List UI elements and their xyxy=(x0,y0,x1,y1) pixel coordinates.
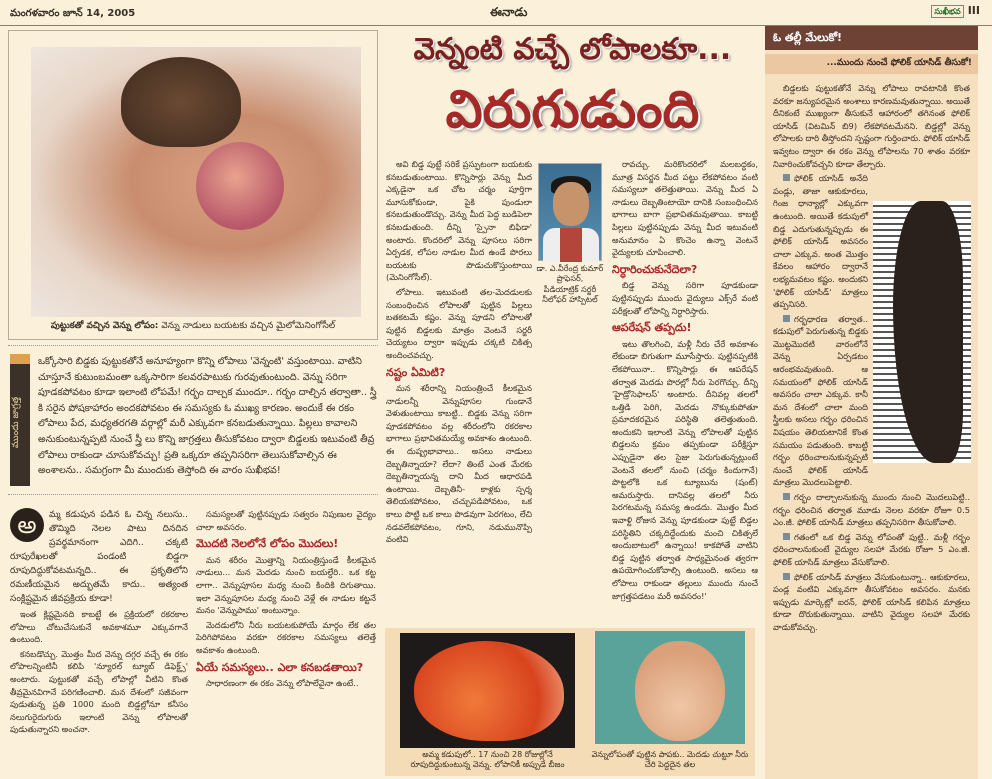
paragraph: మెదడులోని నీరు బయటకుపోయే మార్గం లేక తల పెరిగిపోవటం వరకూ రకరకాల సమస్యలు తలెత్తే అవకాశం ఉంటుంది. xyxy=(196,619,376,655)
paragraph: గతంలో ఒక బిడ్డ వెన్ను లోపంతో పుట్టి.. మళ్లీ గర్భం ధరించాలనుకుంటే వైద్యుల సలహా మేరకు రోజూ 5 ఎం.జీ. ఫోలిక్ యాసిడ్ మాత్రలు వేసుకోవాలి. xyxy=(773,531,970,567)
page-number: III xyxy=(967,4,980,17)
paragraph: సాధారణంగా ఈ రకం వెన్ను లోపాలేవైనా ఉంటే.. xyxy=(206,678,359,689)
sidebar-title: ఓ తల్లీ మేలుకో! xyxy=(765,26,978,50)
intro-label: ముందు జాగ్రత్త xyxy=(10,354,30,486)
article-column-4 xyxy=(612,158,758,623)
paragraph: ఫోలిక్ యాసిడ్ అనేది పండ్లు, తాజా ఆకుకూరలు, గింజ ధాన్యాల్లో ఎక్కువగా ఉంటుంది. అయితే కడుపులో బిడ్డ ఎదుగుతున్నప్పుడు ఈ ఫోలిక్ యాసిడ్ అవసరం చాలా ఎక్కువ. అంత మొత్తం కేవలం ఆహారం ద్వారానే లభ్యమవటం కష్టం. అందుకని 'ఫోలిక్ యాసిడ్' మాత్రలు తప్పనిసరి. xyxy=(773,173,868,310)
page-header xyxy=(0,0,992,26)
article-column-3 xyxy=(386,158,532,623)
spinal-cyst xyxy=(196,142,284,230)
doctor-dept: పీడియాట్రిక్ సర్జరీ xyxy=(543,284,597,294)
bullet-icon xyxy=(783,174,790,181)
bullet-icon xyxy=(783,533,790,540)
paragraph: రావచ్చు. మరికొందరిలో మలబద్ధకం, మూత్ర విసర్జన మీద పట్టు లేకపోవటం వంటి సమస్యలూ తలెత్తుతాయి. వెన్ను మీద ఏ నాడులు దెబ్బతింటాయో దానికి సంబంధించిన భాగాలు బాగా ప్రభావితమవుతాయి. కాబట్టి పిల్లలు పుట్టినప్పుడు వెన్ను మీద ఇటువంటి అనుమానం ఏ కొంచెం ఉన్నా వెంటనే వైద్యులకు చూపించాలి. xyxy=(612,159,758,258)
headline-line1: వెన్నంటి వచ్చే లోపాలకూ... xyxy=(413,32,732,67)
bullet-icon xyxy=(783,493,790,500)
bullet-icon xyxy=(783,315,790,322)
paragraph: ఇంత క్లిష్టమైనది కాబట్టే ఈ ప్రక్రియలో రకరకాల లోపాలు చోటుచేసుకునే అవకాశమూ ఎక్కువగానే ఉంటుంది. xyxy=(10,609,188,645)
baby-caption: వెన్నులోపంతో పుట్టిన పాపకు.. మెదడు చుట్టూ నీరు చేరి పెద్దదైన తల xyxy=(591,750,749,770)
paragraph: లోపాలు. ఇటువంటి తల-మెదడులకు సంబంధించిన లోపాలతో పుట్టిన పిల్లలు బతకటమే కష్టం. వెన్ను పూడని లోపాలతో పుట్టిన బిడ్డలకు మాత్రం వెంటనే సర్జరీ చెయ్యటం ద్వారా ఇప్పుడు చక్కటి చికిత్స అందించవచ్చు. xyxy=(386,286,532,360)
paragraph: ఇటు తొలగించి, మళ్లీ నీరు చేరే అవకాశం లేకుండా బిగుతుగా మూసేస్తారు. పుట్టినప్పటికి లేకపోయినా.. కొన్నిసార్లు ఈ ఆపరేషన్ తర్వాత మెదడు పొరల్లో నీరు పెరగొచ్చు. దీన్ని 'హైడ్రోసెఫాలస్' అంటారు. దీనివల్ల తలలో ఒత్తిడి పెరిగి, మెదడు నొక్కుకుపోతూ ప్రమాదకరమైన పరిస్థితి తలెత్తుతుంది. అందుకని ఇలాంటి వెన్ను లోపాలతో పుట్టిన బిడ్డలను క్రమం తప్పకుండా పరీక్షిస్తూ ఎప్పుడైనా తల సైజు పెరుగుతున్నట్లుంటే వెంటనే తలలో నుంచి (చర్మం కిందుగానే) పొట్టలోకి ఒక ట్యూబును (షంట్) అమరుస్తారు. దానివల్ల తలలో నీరు పెరగటమన్న సమస్య ఉండదు. మొత్తం మీద ఇవాళ్టి రోజున వెన్ను పూడకుండా పుట్టే బిడ్డల పరిస్థితిని చక్కదిద్దేందుకు మంచి చికిత్సలే అందుబాటులో ఉన్నాయి! కాకపోతే వాటిని బిడ్డ పుట్టిన తర్వాత సాధ్యమైనంత త్వరగా ఉపయోగించుకోవాల్సి ఉంటుంది. అసలు ఆ లోపాలు రాకుండా తల్లులు ముందు నుంచే జాగ్రత్తపడటం మరీ అవసరం!' xyxy=(612,338,758,601)
intro-text: ఒక్కోసారి బిడ్డకు పుట్టుకతోనే అనూహ్యంగా కొన్ని లోపాలు 'వెన్నంటి' వస్తుంటాయి. వాటిని చూస్తూనే కుటుంబమంతా ఒక్కసారిగా కలవరపాటుకు గురవుతుంటుంది. వెన్ను సరిగా పూడకపోవటం కూడా ఇలాంటి లోపమే! గర్భం దాల్చక ముందూ.. గర్భం దాల్చిన తర్వాతా.. స్త్రీ కి సరైన పోషకాహారం అందకపోవటం ఈ సమస్యకు ఓ ముఖ్య కారణం. అందుకే ఈ రకం లోపాలు పేద, మధ్యతరగతి వర్గాల్లో మరీ ఎక్కువగా కనబడుతున్నాయి. పిల్లలు కావాలని అనుకుంటున్నప్పటి నుంచే స్త్రీ లు కొన్ని జాగ్రత్తలు తీసుకోవటం ద్వారా బిడ్డలకు ఇటువంటి తీవ్ర లోపాలు రాకుండా చూసుకోవచ్చు! ప్రతి ఒక్కరూ తప్పనిసరిగా తెలుసుకోవాల్సిన ఈ అంశాలను.. సమగ్రంగా మీ ముందుకు తెస్తోంది ఈ వారం సుఖీభవ! xyxy=(38,356,377,477)
article-column-2 xyxy=(196,508,376,778)
paragraph: అవి బిడ్డ పుట్టే సరికే ప్రస్ఫుటంగా బయటకు కనబడుతుంటాయి. కొన్నిసార్లు వెన్ను మీద ఎక్కడైనా ఒక చోట చర్మం పూర్తిగా మూసుకోకుండా, పైకి పుండులా కనబడుతుండొచ్చు. వెన్ను మీద పెద్ద బుడిపెలా కనబడుతుంది. దీన్ని 'స్పైనా బిఫిడా' అంటారు. కొందరిలో వెన్ను పూసలు సరిగా ఏర్పడక, లోపల నాడుల మీద ఉండే పొరలు బయటకు పొడుచుకొస్తుంటాయి (మెనింగోసీల్). xyxy=(386,159,532,283)
subheading: ఏయే సమస్యలు.. ఎలా కనబడతాయి? xyxy=(196,660,364,674)
paragraph: ఫోలిక్ యాసిడ్ మాత్రలు వేసుకుంటున్నా.. ఆకుకూరలు, పండ్ల వంటివి ఎక్కువగా తీసుకోవటం అవసరం. మనకు ఇప్పుడు మార్కెట్లో ఐరన్, ఫోలిక్ యాసిడ్ కలిపిన మాత్రలు కూడా దొరుకుతున్నాయి. వాటిని వైద్యుల సలహా మేరకు వాడుకోవచ్చు. xyxy=(773,571,970,632)
subheading: నష్టం ఏమిటి? xyxy=(386,365,446,379)
doctor-title: ప్రొఫెసర్, xyxy=(556,274,584,284)
hydrocephalus-baby-photo xyxy=(595,631,745,744)
paragraph: మన శరీరాన్ని నియంత్రించే కీలకమైన నాడులన్నీ వెన్నుపూసల గుండానే వెళుతుంటాయి కాబట్టి.. బిడ్డకు వెన్ను సరిగా పూడకపోవటం వల్ల శరీరంలోని రకరకాల భాగాలు ప్రభావితమయ్యే అవకాశం ఉంటుంది. ఈ దుష్ప్రభావాలు.. అసలు నాడులు దెబ్బతిన్నాయా? లేదా? తింటే ఎంత మేరకు దెబ్బతిన్నాయన్న దాని మీద ఆధారపడి ఉంటాయి. దెబ్బతినీ- కాళ్లకు స్పర్శ తెలియకపోవటం, చచ్చుపడిపోవటం, ఒక కాలు పొట్టి ఒక కాలు పొడవుగా పెరగటం, లేచి నడవలేకపోవటం, గూని, నడుమునొప్పి వంటివి xyxy=(386,383,532,545)
paragraph: మన శరీరం మొత్తాన్ని నియంత్రిస్తుండే కీలకమైన నాడులు... మన మెదడు నుంచి బయల్దేరి.. ఒక కట్ట లాగా.. వెన్నుపూసల మధ్య నుంచి కిందికి దిగుతాయి. ఇలా వెన్నుపూసల మధ్య నుంచి వెళ్లే ఈ నాడుల కట్టనే మనం 'వెన్నుపాము' అంటున్నాం. xyxy=(196,554,376,616)
subheading: మొదటి నెలలోనే లోపం మొదలు! xyxy=(196,537,339,551)
section-label xyxy=(931,4,980,18)
sidebar-subtitle: ...ముందు నుంచే ఫోలిక్ యాసిడ్ తీసుకో! xyxy=(765,54,978,74)
caption-text: వెన్ను నాడులు బయటకు వచ్చిన మైలోమెనింగోసీల్ xyxy=(161,321,336,331)
baby-hair xyxy=(121,57,241,147)
subheading: నిర్ధారించుకునేదెలా? xyxy=(612,262,698,276)
paragraph: కనబడొచ్చు. మొత్తం మీద వెన్ను దగ్గర వచ్చే ఈ రకం లోపాలన్నింటినీ కలిపి 'న్యూరల్ ట్యూబ్ డిఫెక్ట్స్' అంటారు. పుట్టుకతో వచ్చే లోపాల్లో వీటిని కొంత తీవ్రమైనవిగానే పరిగణించాలి. మన దేశంలో సజీవంగా పుడుతున్న ప్రతి 1000 మంది బిడ్డల్లోనూ కనీసం నలుగురైదుగురు ఇలాంటి వెన్ను లోపాలతో పుడుతున్నారని అంచనా. xyxy=(10,648,188,735)
doctor-caption xyxy=(534,264,606,306)
paragraph: బిడ్డలకు పుట్టుకతోనే వెన్ను లోపాలు రావటానికి కొంత వరకూ జన్యుపరమైన అంశాలు కారణమవుతున్నాయి. అయితే దీనికంటే ముఖ్యంగా తీసుకునే ఆహారంలో తగినంత ఫోలిక్ యాసిడ్ (విటమిన్ బి9) లేకపోవటమేనని. బిడ్డల్లో వెన్ను లోపాలకు దారి తీస్తోందని స్పష్టంగా గుర్తించారు. ఫోలిక్ యాసిడ్ ఇవ్వటం ద్వారా ఈ రకం వెన్ను లోపాలను 70 శాతం వరకూ నివారించుకోవచ్చని కూడా తేల్చారు. xyxy=(773,83,970,169)
photo-row xyxy=(385,628,755,776)
intro-box xyxy=(8,345,378,495)
doctor-name: డా. ఎ.వీరేంద్ర కుమార్ xyxy=(536,264,604,273)
drop-cap: అ xyxy=(10,508,44,542)
caption-bold: పుట్టుకతో వచ్చిన వెన్ను లోపం: xyxy=(50,321,159,331)
paragraph: మ్మ కడుపున పడిన ఓ చిన్న నలుసు.. తొమ్మిది నెలల పాటు దినదిన ప్రవర్థమానంగా ఎదిగి.. చక్కటి రూపురేఖలతో పండంటి బిడ్డగా రూపుదిద్దుకోవటమన్నది.. ఈ ప్రకృతిలోని రమణీయమైన అద్భుతమే కాదు.. అత్యంత సంక్లిష్టమైన జీవప్రక్రియ కూడా! xyxy=(10,510,188,604)
fetus-caption: అమ్మ కడుపులో.. 17 నుంచి 28 రోజుల్లోనే రూపుదిద్దుకుంటున్న వెన్ను. లోపానికీ అప్పుడే బీజం xyxy=(410,750,565,770)
headline-line2: విరుగుడుంది xyxy=(445,80,700,140)
doctor-photo xyxy=(538,163,602,261)
lead-photo-box xyxy=(8,30,378,340)
doctor-hospital: నీలోఫర్ హాస్పిటల్ xyxy=(542,295,598,305)
paragraph: సమస్యలతో పుట్టినప్పుడు సత్వరం నిపుణుల వైద్యం చాలా అవసరం. xyxy=(196,509,376,532)
article-column-1 xyxy=(10,508,188,778)
sidebar-folic-acid xyxy=(765,26,978,779)
newspaper-name: ఈనాడు xyxy=(490,5,528,19)
paragraph: బిడ్డ వెన్ను సరిగా పూడకుండా పుట్టినప్పుడు ముందు వైద్యులు ఎక్స్‌రే వంటి పరీక్షలతో లోపాన్ని నిర్ధారిస్తారు. xyxy=(612,280,758,316)
pregnant-woman-silhouette xyxy=(873,201,971,463)
issue-date: మంగళవారం జూన్ 14, 2005 xyxy=(10,8,136,19)
paragraph: గర్భధారణ తర్వాత.. కడుపులో పెరుగుతున్న బిడ్డకు మొట్టమొదటి వారంలోనే వెన్ను ఏర్పడటం ఆరంభమవుతుంది. ఆ సమయంలో ఫోలిక్ యాసిడ్ అవసరం చాలా ఎక్కువ. కానీ మన దేశంలో చాలా మంది స్త్రీలకు అసలు గర్భం ధరించిన విషయం తెలియటానికే కొంత సమయం పడుతుంది. కాబట్టి గర్భం ధరించాలనుకున్నప్పటి నుంచే ఫోలిక్ యాసిడ్ మాత్రలు మొదలుపెట్టాలి. xyxy=(773,313,868,488)
fetus-photo xyxy=(400,633,575,748)
lead-photo-caption xyxy=(9,321,377,333)
bullet-icon xyxy=(783,573,790,580)
section-badge: సుఖీభవ xyxy=(931,5,963,18)
paragraph: గర్భం దాల్చాలనుకున్న ముందు నుంచి మొదలుపెట్టి.. గర్భం ధరించిన తర్వాత మూడు నెలల వరకూ రోజూ 0.5 ఎం.జీ. ఫోలిక్ యాసిడ్ మాత్రలు తప్పనిసరిగా తీసుకోవాలి. xyxy=(773,492,970,528)
baby-back-photo xyxy=(31,47,361,317)
subheading: ఆపరేషన్ తప్పదు! xyxy=(612,321,692,335)
